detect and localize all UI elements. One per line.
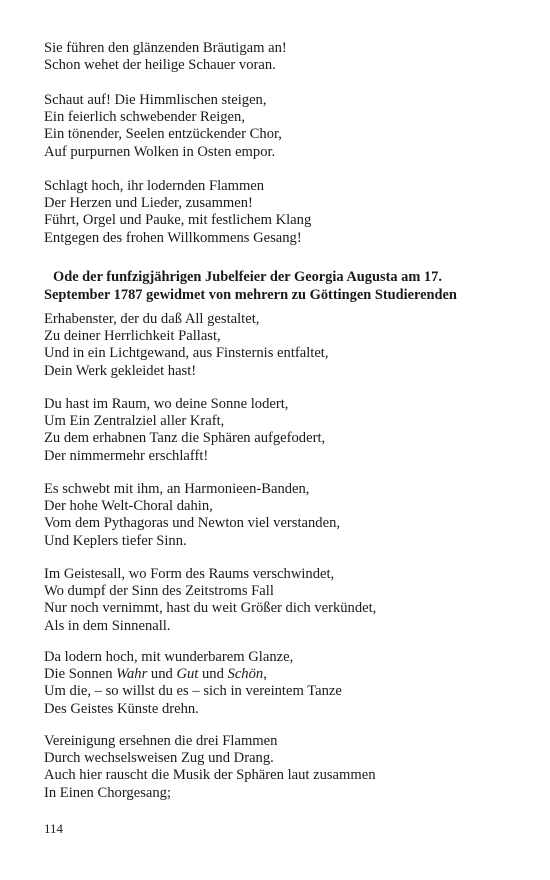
stanza: [44, 311, 329, 380]
stanza: [44, 40, 287, 74]
verse-line: Wo dumpf der Sinn des Zeitstroms Fall: [44, 583, 274, 600]
verse-line: Sie führen den glänzenden Bräutigam an!: [44, 40, 287, 56]
verse-line: Erhabenster, der du daß All gestaltet,: [44, 311, 260, 327]
verse-line: Durch wechselsweisen Zug und Drang.: [44, 750, 274, 767]
verse-line: Auf purpurnen Wolken in Osten empor.: [44, 143, 276, 160]
verse-line: Du hast im Raum, wo deine Sonne lodert,: [44, 396, 289, 412]
verse-line: Um die, – so willst du es – sich in vereintem Tanze: [44, 683, 342, 700]
stanza: [44, 649, 342, 718]
verse-line: Vereinigung ersehnen die drei Flammen: [44, 733, 278, 749]
verse-line: Vom dem Pythagoras und Newton viel verstanden,: [44, 515, 341, 532]
stanza: [44, 566, 376, 635]
italic-word: Wahr: [116, 666, 148, 683]
verse-line: Da lodern hoch, mit wunderbarem Glanze,: [44, 649, 294, 665]
poem-title-line: Ode der funfzigjährigen Jubelfeier der Georgia Augusta am 17.: [53, 269, 442, 285]
verse-line: Zu deiner Herrlichkeit Pallast,: [44, 328, 221, 345]
verse-line: Der hohe Welt-Choral dahin,: [44, 498, 213, 515]
verse-line: Im Geistesall, wo Form des Raums verschwindet,: [44, 566, 335, 582]
verse-line: Schaut auf! Die Himmlischen steigen,: [44, 92, 267, 108]
verse-line: In Einen Chorgesang;: [44, 784, 171, 801]
verse-line: Schlagt hoch, ihr lodernden Flammen: [44, 178, 265, 194]
verse-line: Es schwebt mit ihm, an Harmonieen-Banden,: [44, 481, 310, 497]
italic-word: Gut: [176, 666, 199, 683]
verse-line: Nur noch vernimmt, hast du weit Größer dich verkündet,: [44, 600, 377, 617]
poem-title-line: September 1787 gewidmet von mehrern zu Göttingen Studierenden: [44, 287, 457, 303]
verse-line: Zu dem erhabnen Tanz die Sphären aufgefodert,: [44, 430, 326, 447]
verse-line: Dein Werk gekleidet hast!: [44, 362, 197, 379]
verse-line: Um Ein Zentralziel aller Kraft,: [44, 413, 225, 430]
stanza: [44, 481, 340, 550]
verse-line: Die Sonnen Wahr und Gut und Schön,: [44, 666, 267, 683]
italic-word: Schön: [227, 666, 264, 683]
verse-line: Als in dem Sinnenall.: [44, 617, 171, 634]
stanza: [44, 178, 311, 247]
verse-line: Und Keplers tiefer Sinn.: [44, 532, 187, 549]
verse-line: Führt, Orgel und Pauke, mit festlichem Klang: [44, 212, 312, 229]
stanza: [44, 733, 376, 802]
poem-title: [44, 268, 514, 304]
verse-line: Entgegen des frohen Willkommens Gesang!: [44, 229, 302, 246]
verse-line: Der nimmermehr erschlafft!: [44, 447, 209, 464]
verse-line: Der Herzen und Lieder, zusammen!: [44, 195, 253, 212]
page-number: 114: [44, 821, 64, 836]
verse-line: Und in ein Lichtgewand, aus Finsternis entfaltet,: [44, 345, 329, 362]
verse-line: Ein feierlich schwebender Reigen,: [44, 109, 245, 126]
verse-line: Schon wehet der heilige Schauer voran.: [44, 57, 276, 74]
verse-line: Auch hier rauscht die Musik der Sphären laut zusammen: [44, 767, 376, 784]
stanza: [44, 396, 325, 465]
verse-line: Des Geistes Künste drehn.: [44, 700, 199, 717]
verse-line: Ein tönender, Seelen entzückender Chor,: [44, 126, 282, 143]
stanza: [44, 92, 282, 161]
